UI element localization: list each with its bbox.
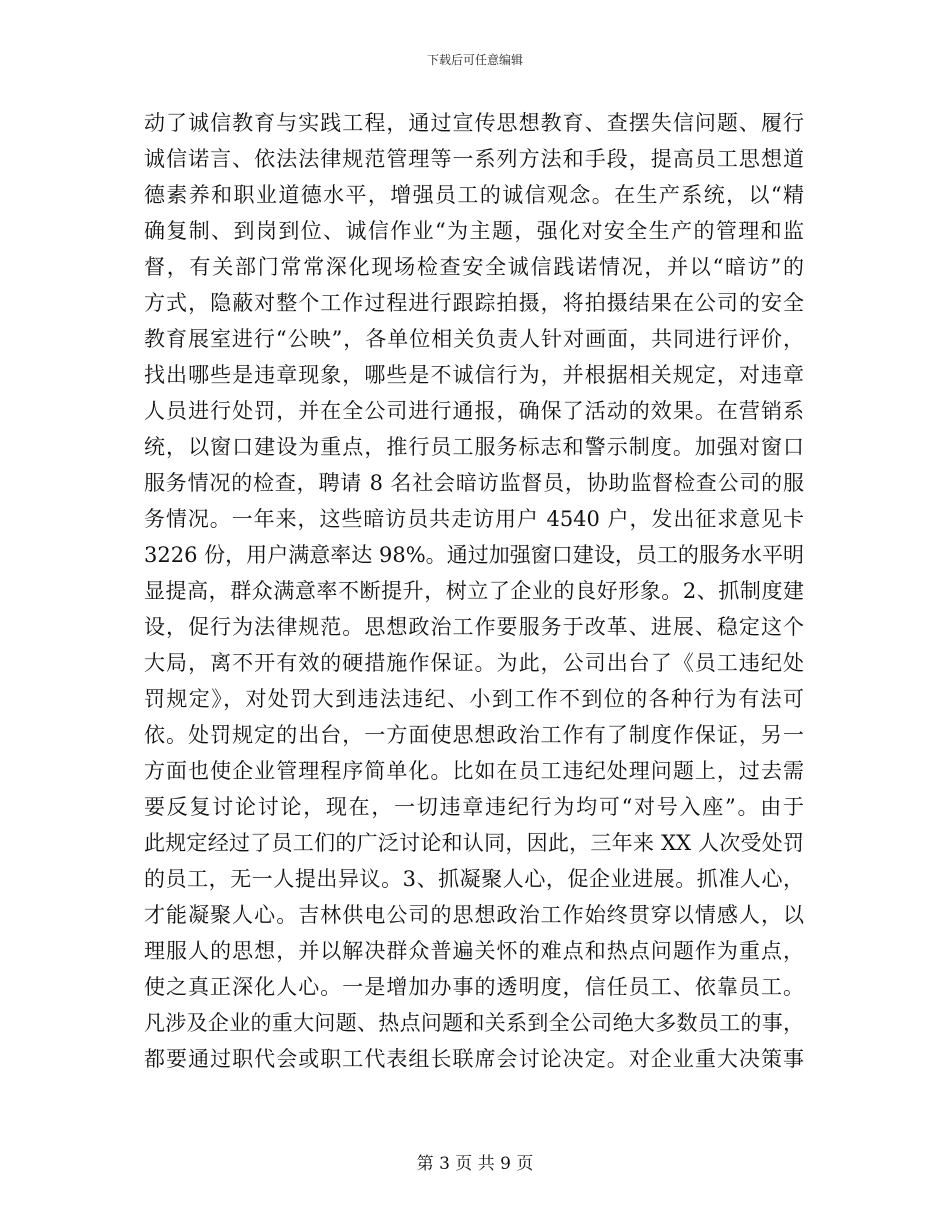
text-line: 统，以窗口建设为重点，推行员工服务标志和警示制度。加强对窗口 <box>144 435 804 459</box>
text-line: 使之真正深化人心。一是增加办事的透明度，信任员工、依靠员工。 <box>144 975 804 999</box>
text-line: 都要通过职代会或职工代表组长联席会讨论决定。对企业重大决策事 <box>144 1047 804 1071</box>
text-line: 显提高，群众满意率不断提升，树立了企业的良好形象。2、抓制度建 <box>144 579 804 603</box>
text-line: 人员进行处罚，并在全公司进行通报，确保了活动的效果。在营销系 <box>144 399 804 423</box>
text-line: 德素养和职业道德水平，增强员工的诚信观念。在生产系统，以“精 <box>144 183 804 207</box>
text-line: 大局，离不开有效的硬措施作保证。为此，公司出台了《员工违纪处 <box>144 651 804 675</box>
text-line: 督，有关部门常常深化现场检查安全诚信践诺情况，并以“暗访”的 <box>144 255 804 279</box>
text-line: 动了诚信教育与实践工程，通过宣传思想教育、查摆失信问题、履行 <box>144 111 804 135</box>
text-line: 此规定经过了员工们的广泛讨论和认同，因此，三年来 XX 人次受处罚 <box>144 831 804 855</box>
text-line: 才能凝聚人心。吉林供电公司的思想政治工作始终贯穿以情感人，以 <box>144 903 804 927</box>
body-text <box>144 105 804 1077</box>
text-line: 找出哪些是违章现象，哪些是不诚信行为，并根据相关规定，对违章 <box>144 363 804 387</box>
text-line: 方面也使企业管理程序简单化。比如在员工违纪处理问题上，过去需 <box>144 759 804 783</box>
text-line: 3226 份，用户满意率达 98%。通过加强窗口建设，员工的服务水平明 <box>144 543 804 567</box>
text-line: 诚信诺言、依法法律规范管理等一系列方法和手段，提高员工思想道 <box>144 147 804 171</box>
text-line: 凡涉及企业的重大问题、热点问题和关系到全公司绝大多数员工的事， <box>144 1011 804 1035</box>
text-line: 教育展室进行“公映”，各单位相关负责人针对画面，共同进行评价， <box>144 327 804 351</box>
text-line: 设，促行为法律规范。思想政治工作要服务于改革、进展、稳定这个 <box>144 615 804 639</box>
text-line: 方式，隐蔽对整个工作过程进行跟踪拍摄，将拍摄结果在公司的安全 <box>144 291 804 315</box>
text-line: 要反复讨论讨论，现在，一切违章违纪行为均可“对号入座”。由于 <box>144 795 804 819</box>
text-line: 罚规定》，对处罚大到违法违纪、小到工作不到位的各种行为有法可 <box>144 687 804 711</box>
text-line: 的员工，无一人提出异议。3、抓凝聚人心，促企业进展。抓准人心， <box>144 867 804 891</box>
text-line: 理服人的思想，并以解决群众普遍关怀的难点和热点问题作为重点， <box>144 939 804 963</box>
text-line: 服务情况的检查，聘请 8 名社会暗访监督员，协助监督检查公司的服 <box>144 471 804 495</box>
text-line: 确复制、到岗到位、诚信作业“为主题，强化对安全生产的管理和监 <box>144 219 804 243</box>
page-number: 第 3 页 共 9 页 <box>416 1154 534 1174</box>
page-header: 下载后可任意编辑 <box>426 53 523 67</box>
text-line: 依。处罚规定的出台，一方面使思想政治工作有了制度作保证，另一 <box>144 723 804 747</box>
text-line: 务情况。一年来，这些暗访员共走访用户 4540 户，发出征求意见卡 <box>144 507 804 531</box>
